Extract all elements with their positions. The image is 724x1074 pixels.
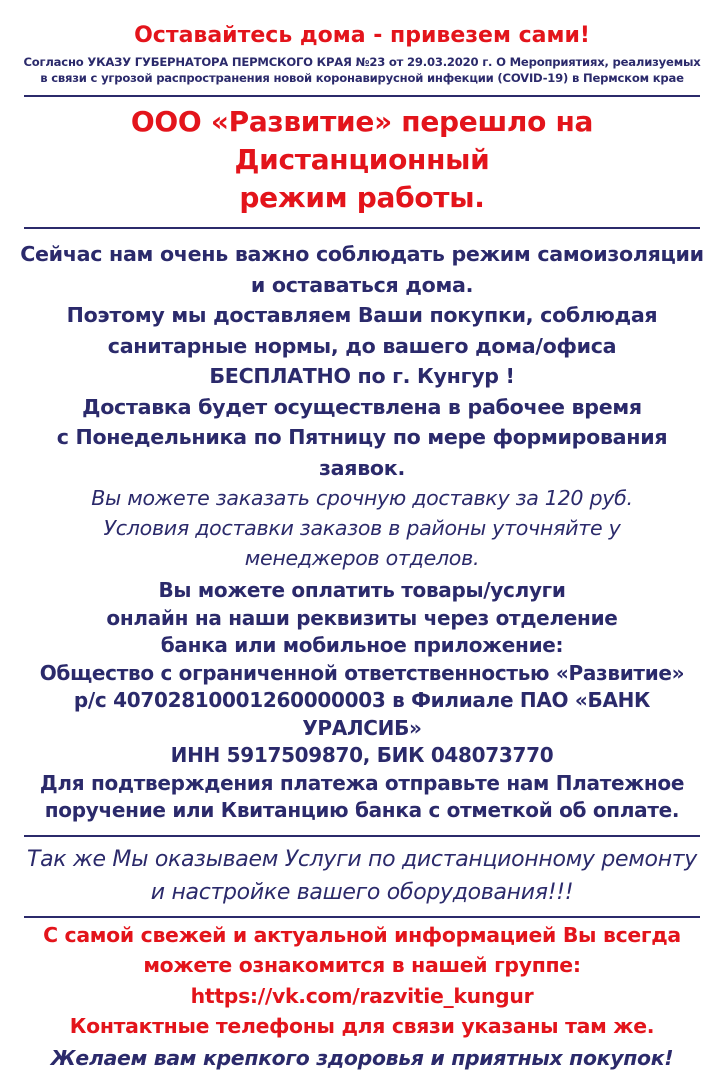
announcement-line-1: ООО «Развитие» перешло на Дистанционный [130,105,594,176]
payment-line: Общество с ограниченной ответственностью «Развитие» [39,660,685,685]
payment-line: онлайн на наши реквизиты через отделение [106,605,618,630]
decree-line-2: в связи с угрозой распространения новой коронавирусной инфекции (COVID-19) в Пермском крае [40,71,684,85]
delivery-line: и оставаться дома. [250,272,474,297]
delivery-note: Вы можете заказать срочную доставку за 120 руб. [91,486,633,510]
payment-line: Для подтверждения платежа отправьте нам Платежное [39,770,685,795]
decree-line-1: Согласно УКАЗУ ГУБЕРНАТОРА ПЕРМСКОГО КРАЯ №23 от 29.03.2020 г. О Мероприятиях, реализуемых [23,55,701,69]
delivery-line: Сейчас нам очень важно соблюдать режим самоизоляции [20,242,704,266]
headline: Оставайтесь дома - привезем сами! [134,23,590,48]
announcement-line-2: режим работы. [239,181,485,214]
info-line-1: С самой свежей и актуальной информацией Вы всегда [43,922,681,947]
services-line-2: и настройке вашего оборудования!!! [150,879,574,905]
delivery-section [18,239,706,573]
delivery-line: санитарные нормы, до вашего дома/офиса [107,333,617,358]
group-link[interactable]: https://vk.com/razvitie_kungur [190,983,534,1008]
payment-line: Вы можете оплатить товары/услуги [158,578,566,602]
contact-phones-note: Контактные телефоны для связи указаны там же. [69,1014,655,1038]
info-line-2: можете ознакомится в нашей группе: [143,953,581,977]
delivery-line: Доставка будет осуществлена в рабочее время [82,394,642,419]
delivery-line: БЕСПЛАТНО по г. Кунгур ! [209,364,515,388]
delivery-line: Поэтому мы доставляем Ваши покупки, соблюдая [66,303,658,327]
bank-account: р/с 40702810001260000003 в Филиале ПАО «БАНК УРАЛСИБ» [73,688,651,740]
payment-section [18,577,706,825]
payment-line: поручение или Квитанцию банка с отметкой об оплате. [44,798,680,822]
delivery-line: с Понедельника по Пятницу по мере формирования заявок. [56,425,668,480]
delivery-note: Условия доставки заказов в районы уточняйте у [103,516,621,540]
services-line-1: Так же Мы оказываем Услуги по дистанционному ремонту [26,846,698,872]
delivery-note: менеджеров отделов. [244,546,480,570]
payment-line: банка или мобильное приложение: [160,633,564,657]
tax-ids: ИНН 5917509870, БИК 048073770 [170,743,554,767]
closing-wish: Желаем вам крепкого здоровья и приятных покупок! [50,1045,674,1070]
